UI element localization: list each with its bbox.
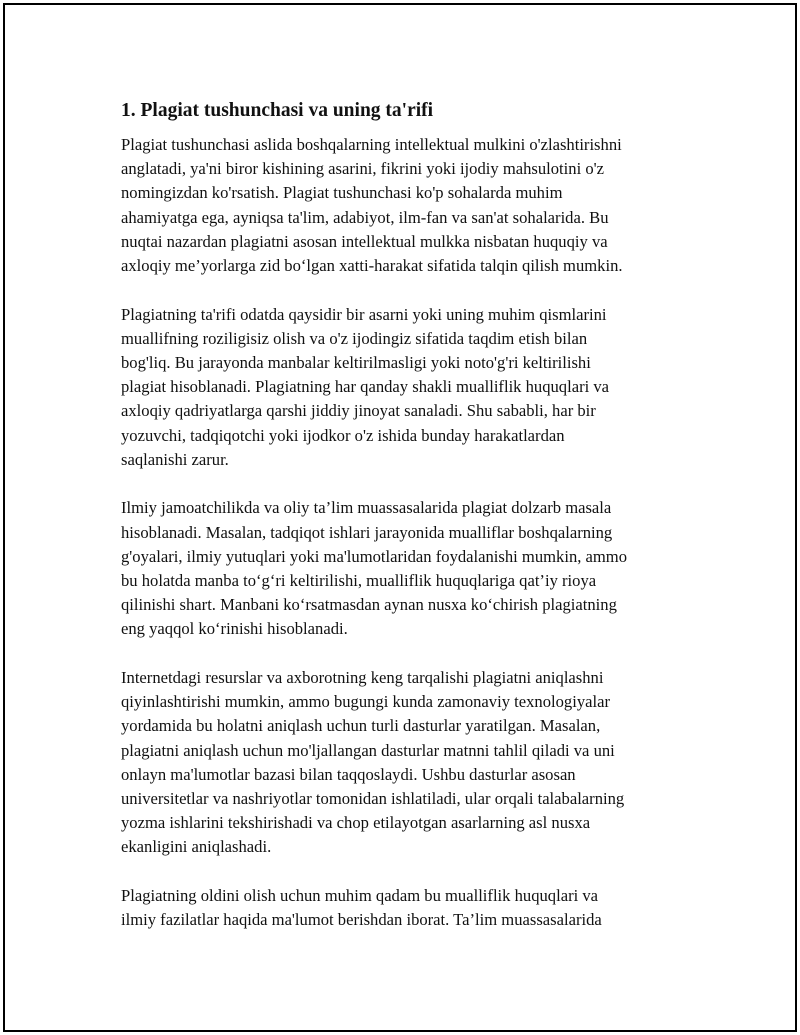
text-line: saqlanishi zarur. xyxy=(121,449,229,469)
paragraph-5 xyxy=(121,884,681,932)
text-line: ilmiy fazilatlar haqida ma'lumot berishdan iborat. Ta’lim muassasalarida xyxy=(121,910,602,930)
text-line: g'oyalari, ilmiy yutuqlari yoki ma'lumotlaridan foydalanishi mumkin, ammo xyxy=(121,546,628,566)
text-line: eng yaqqol koʻrinishi hisoblanadi. xyxy=(121,619,348,639)
text-line: yozuvchi, tadqiqotchi yoki ijodkor o'z ishida bunday harakatlardan xyxy=(121,425,565,445)
text-line: axloqiy me’yorlarga zid boʻlgan xatti-harakat sifatida talqin qilish mumkin. xyxy=(121,256,623,276)
text-line: Internetdagi resurslar va axborotning keng tarqalishi plagiatni aniqlashni xyxy=(121,668,604,688)
text-line: muallifning roziligisiz olish va o'z ijodingiz sifatida taqdim etish bilan xyxy=(121,328,588,348)
paragraph-1 xyxy=(121,133,681,278)
text-line: ahamiyatga ega, ayniqsa ta'lim, adabiyot, ilm-fan va san'at sohalarida. Bu xyxy=(121,207,609,227)
text-line: qiyinlashtirishi mumkin, ammo bugungi kunda zamonaviy texnologiyalar xyxy=(121,692,610,712)
text-line: nuqtai nazardan plagiatni asosan intellektual mulkka nisbatan huquqiy va xyxy=(121,231,608,251)
text-line: ekanligini aniqlashadi. xyxy=(121,837,272,857)
text-line: anglatadi, ya'ni biror kishining asarini, fikrini yoki ijodiy mahsulotini o'z xyxy=(121,159,604,179)
paragraph-list xyxy=(121,133,681,932)
text-line: Plagiatning ta'rifi odatda qaysidir bir asarni yoki uning muhim qismlarini xyxy=(121,304,607,324)
text-line: qilinishi shart. Manbani koʻrsatmasdan aynan nusxa koʻchirish plagiatning xyxy=(121,595,617,615)
text-line: bu holatda manba toʻgʻri keltirilishi, mualliflik huquqlariga qat’iy rioya xyxy=(121,571,597,591)
paragraph-3 xyxy=(121,496,681,641)
text-line: universitetlar va nashriyotlar tomonidan ishlatiladi, ular orqali talabalarning xyxy=(121,789,625,809)
text-line: plagiat hisoblanadi. Plagiatning har qanday shakli mualliflik huquqlari va xyxy=(121,377,610,397)
text-line: hisoblanadi. Masalan, tadqiqot ishlari jarayonida mualliflar boshqalarning xyxy=(121,522,613,542)
section-heading: 1. Plagiat tushunchasi va uning ta'rifi xyxy=(121,100,434,121)
text-line: onlayn ma'lumotlar bazasi bilan taqqoslaydi. Ushbu dasturlar asosan xyxy=(121,764,576,784)
document-body xyxy=(121,97,681,957)
paragraph-4 xyxy=(121,666,681,860)
text-line: Plagiatning oldini olish uchun muhim qadam bu mualliflik huquqlari va xyxy=(121,886,599,906)
text-line: nomingizdan ko'rsatish. Plagiat tushunchasi ko'p sohalarda muhim xyxy=(121,183,563,203)
text-line: Plagiat tushunchasi aslida boshqalarning intellektual mulkini o'zlashtirishni xyxy=(121,135,622,154)
text-line: yordamida bu holatni aniqlash uchun turli dasturlar yaratilgan. Masalan, xyxy=(121,716,601,736)
text-line: bog'liq. Bu jarayonda manbalar keltirilmasligi yoki noto'g'ri keltirilishi xyxy=(121,353,591,373)
paragraph-2 xyxy=(121,303,681,472)
text-line: Ilmiy jamoatchilikda va oliy ta’lim muassasalarida plagiat dolzarb masala xyxy=(121,498,612,518)
text-line: plagiatni aniqlash uchun mo'ljallangan dasturlar matnni tahlil qiladi va uni xyxy=(121,740,615,760)
text-line: axloqiy qadriyatlarga qarshi jiddiy jinoyat sanaladi. Shu sababli, har bir xyxy=(121,401,596,421)
text-line: yozma ishlarini tekshirishadi va chop etilayotgan asarlarning asl nusxa xyxy=(121,813,591,833)
document-page xyxy=(3,3,797,1032)
